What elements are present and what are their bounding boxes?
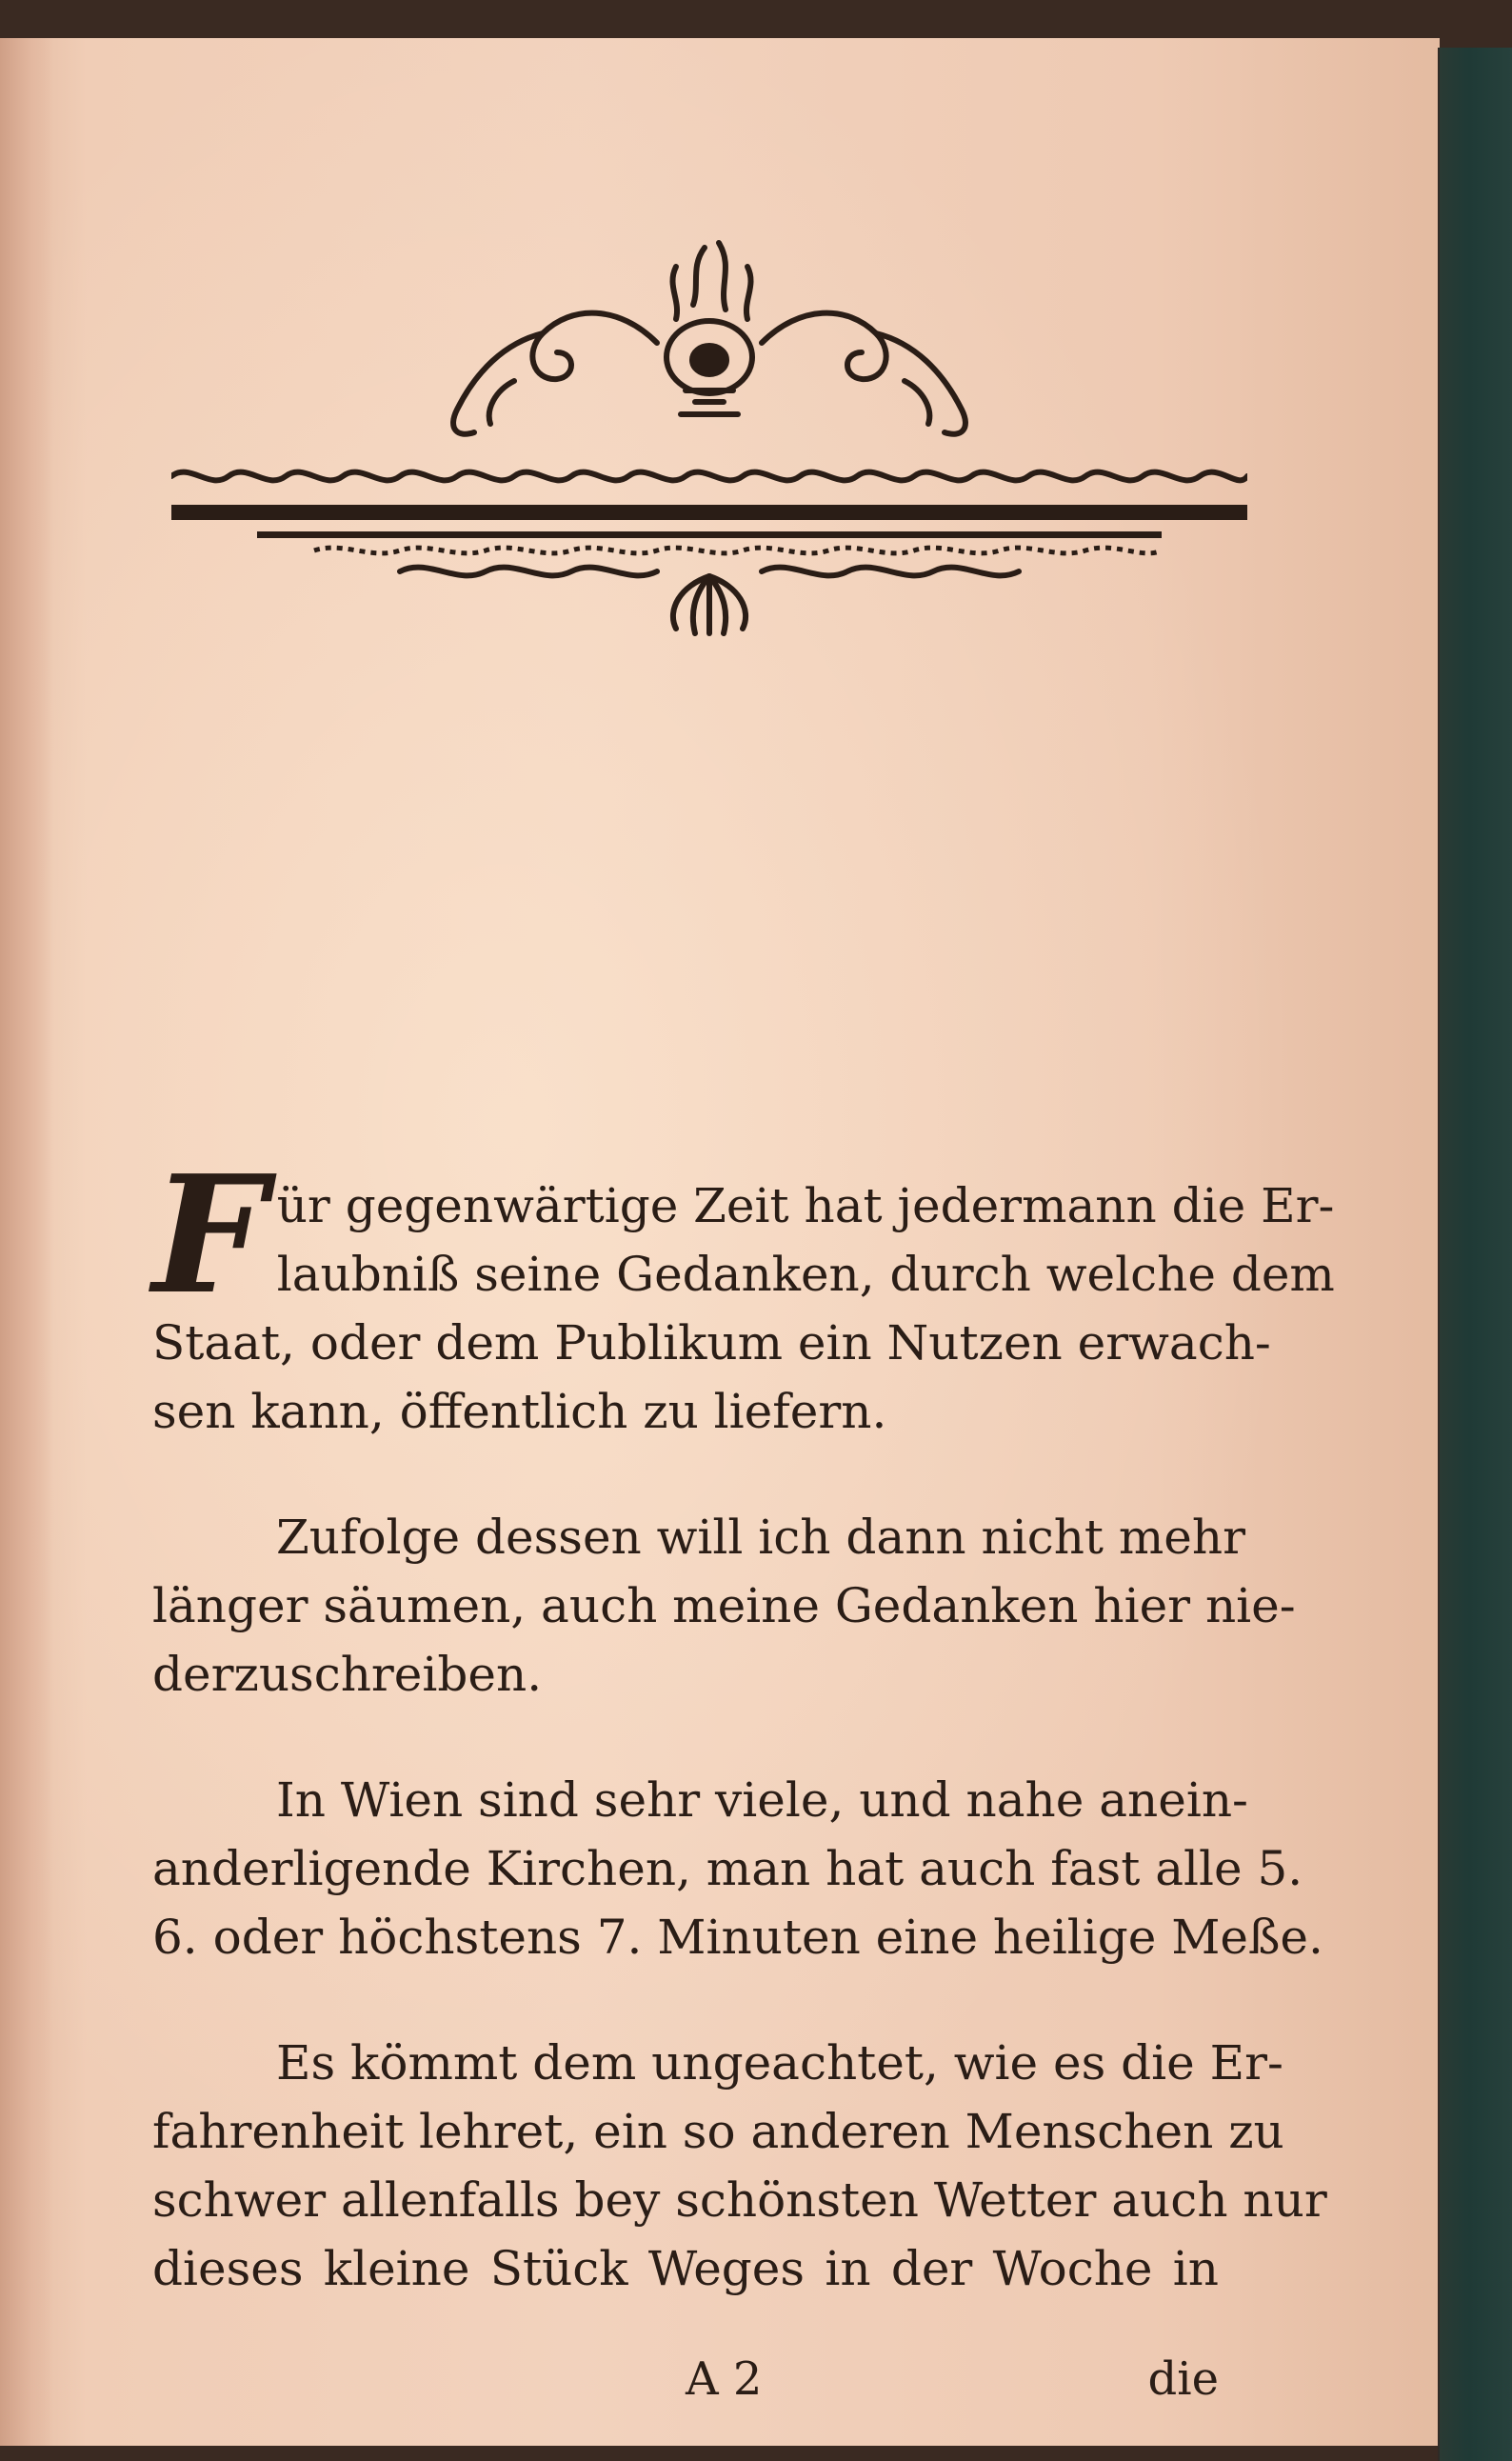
book-page [0,38,1440,2446]
page-footer [152,2352,1219,2419]
signature-mark: A 2 [686,2352,763,2406]
text-line: fahrenheit lehret, ein so anderen Menschen zu [152,2104,1284,2159]
text-line: In Wien sind sehr viele, und nahe anein- [276,1772,1248,1828]
paragraph-3 [152,1766,1323,1971]
text-line: laubniß seine Gedanken, durch welche dem [276,1247,1335,1302]
text-line: länger säumen, auch meine Gedanken hier nie- [152,1578,1296,1633]
book-cover [1440,48,1512,2461]
text-line: 6. oder höchstens 7. Minuten eine heilige Meße. [152,1910,1323,1965]
paragraph-2 [152,1503,1296,1709]
page-gutter [0,38,53,2446]
paragraph-1 [152,1140,1335,1446]
drop-cap: F [152,1140,268,1331]
text-line: anderligende Kirchen, man hat auch fast alle 5. [152,1841,1303,1896]
paragraph-4 [152,2029,1327,2303]
body-text [152,1140,1335,2360]
text-line: dieses kleine Stück Weges in der Woche in [152,2241,1219,2296]
text-line: Zufolge dessen will ich dann nicht mehr [276,1510,1245,1565]
text-line: Staat, oder dem Publikum ein Nutzen erwach- [152,1315,1271,1371]
text-line: ür gegenwärtige Zeit hat jedermann die Er- [276,1178,1335,1233]
text-line: schwer allenfalls bey schönsten Wetter auch nur [152,2172,1327,2228]
text-line: derzuschreiben. [152,1647,543,1702]
ornament-headpiece [171,229,1247,648]
text-line: sen kann, öffentlich zu liefern. [152,1384,887,1439]
text-line: Es kömmt dem ungeachtet, wie es die Er- [276,2035,1283,2091]
catchword: die [1147,2352,1219,2406]
